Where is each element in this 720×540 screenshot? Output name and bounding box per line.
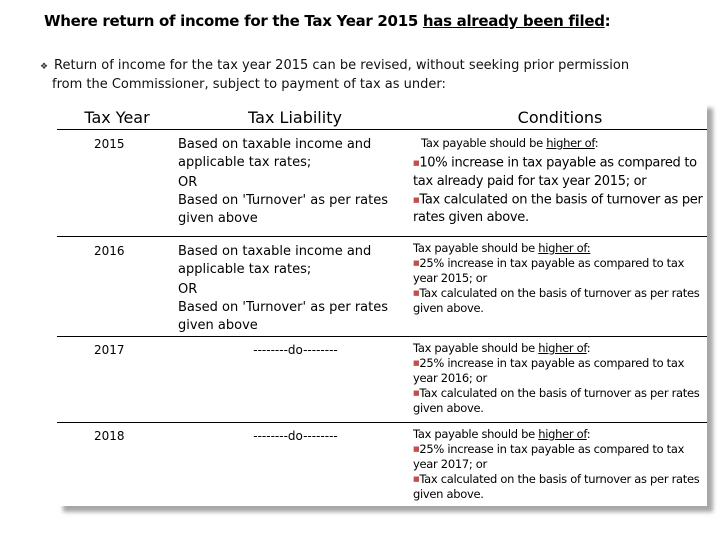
- row-year: 2015: [57, 130, 177, 237]
- row-conditions: Tax payable should be higher of: ■25% increase in tax payable as compared to tax year 2017; or ■Tax calculated on the basis of turnover as per rates given above.: [413, 427, 700, 501]
- row-year: 2016: [57, 237, 177, 337]
- table-row: [57, 237, 707, 337]
- table-row: [57, 130, 707, 237]
- row-year: 2017: [57, 337, 177, 423]
- square-bullet-icon: ■: [413, 159, 420, 167]
- row-conditions: Tax payable should be higher of: ■10% increase in tax payable as compared to tax already paid for tax year 2015; or ■Tax calculated on the basis of turnover as per rates given above.: [413, 130, 707, 237]
- header-tax-liability: Tax Liability: [177, 102, 413, 130]
- row-liability: --------do--------: [253, 429, 338, 443]
- header-conditions: Conditions: [413, 102, 707, 130]
- square-bullet-icon: ■: [413, 445, 420, 453]
- table-row: [57, 337, 707, 423]
- square-bullet-icon: ■: [413, 195, 420, 204]
- row-liability: Based on taxable income and applicable tax rates; OR Based on 'Turnover' as per rates given above: [177, 237, 413, 337]
- header-tax-year: Tax Year: [57, 102, 177, 130]
- tax-table: [57, 102, 707, 506]
- intro-line-1: Return of income for the tax year 2015 can be revised, without seeking prior permission: [54, 58, 630, 73]
- intro-paragraph: [40, 56, 690, 94]
- square-bullet-icon: ■: [413, 259, 420, 267]
- bullet-icon: ❖: [40, 62, 49, 72]
- row-conditions: Tax payable should be higher of: ■25% increase in tax payable as compared to tax year 2015; or ■Tax calculated on the basis of turnover as per rates given above.: [413, 237, 707, 337]
- square-bullet-icon: ■: [413, 289, 420, 297]
- square-bullet-icon: ■: [413, 475, 420, 483]
- row-liability: --------do--------: [177, 337, 413, 423]
- square-bullet-icon: ■: [413, 389, 420, 397]
- row-conditions: Tax payable should be higher of: ■25% increase in tax payable as compared to tax year 2016; or ■Tax calculated on the basis of turnover as per rates given above.: [413, 337, 707, 423]
- row-year: 2018: [94, 429, 125, 443]
- page-title: Where return of income for the Tax Year 2015 has already been filed:: [44, 12, 611, 30]
- table-row: [57, 423, 707, 507]
- intro-line-2: from the Commissioner, subject to payment of tax as under:: [52, 77, 446, 92]
- square-bullet-icon: ■: [413, 359, 420, 367]
- row-liability: Based on taxable income and applicable tax rates; OR Based on 'Turnover' as per rates given above: [177, 130, 413, 237]
